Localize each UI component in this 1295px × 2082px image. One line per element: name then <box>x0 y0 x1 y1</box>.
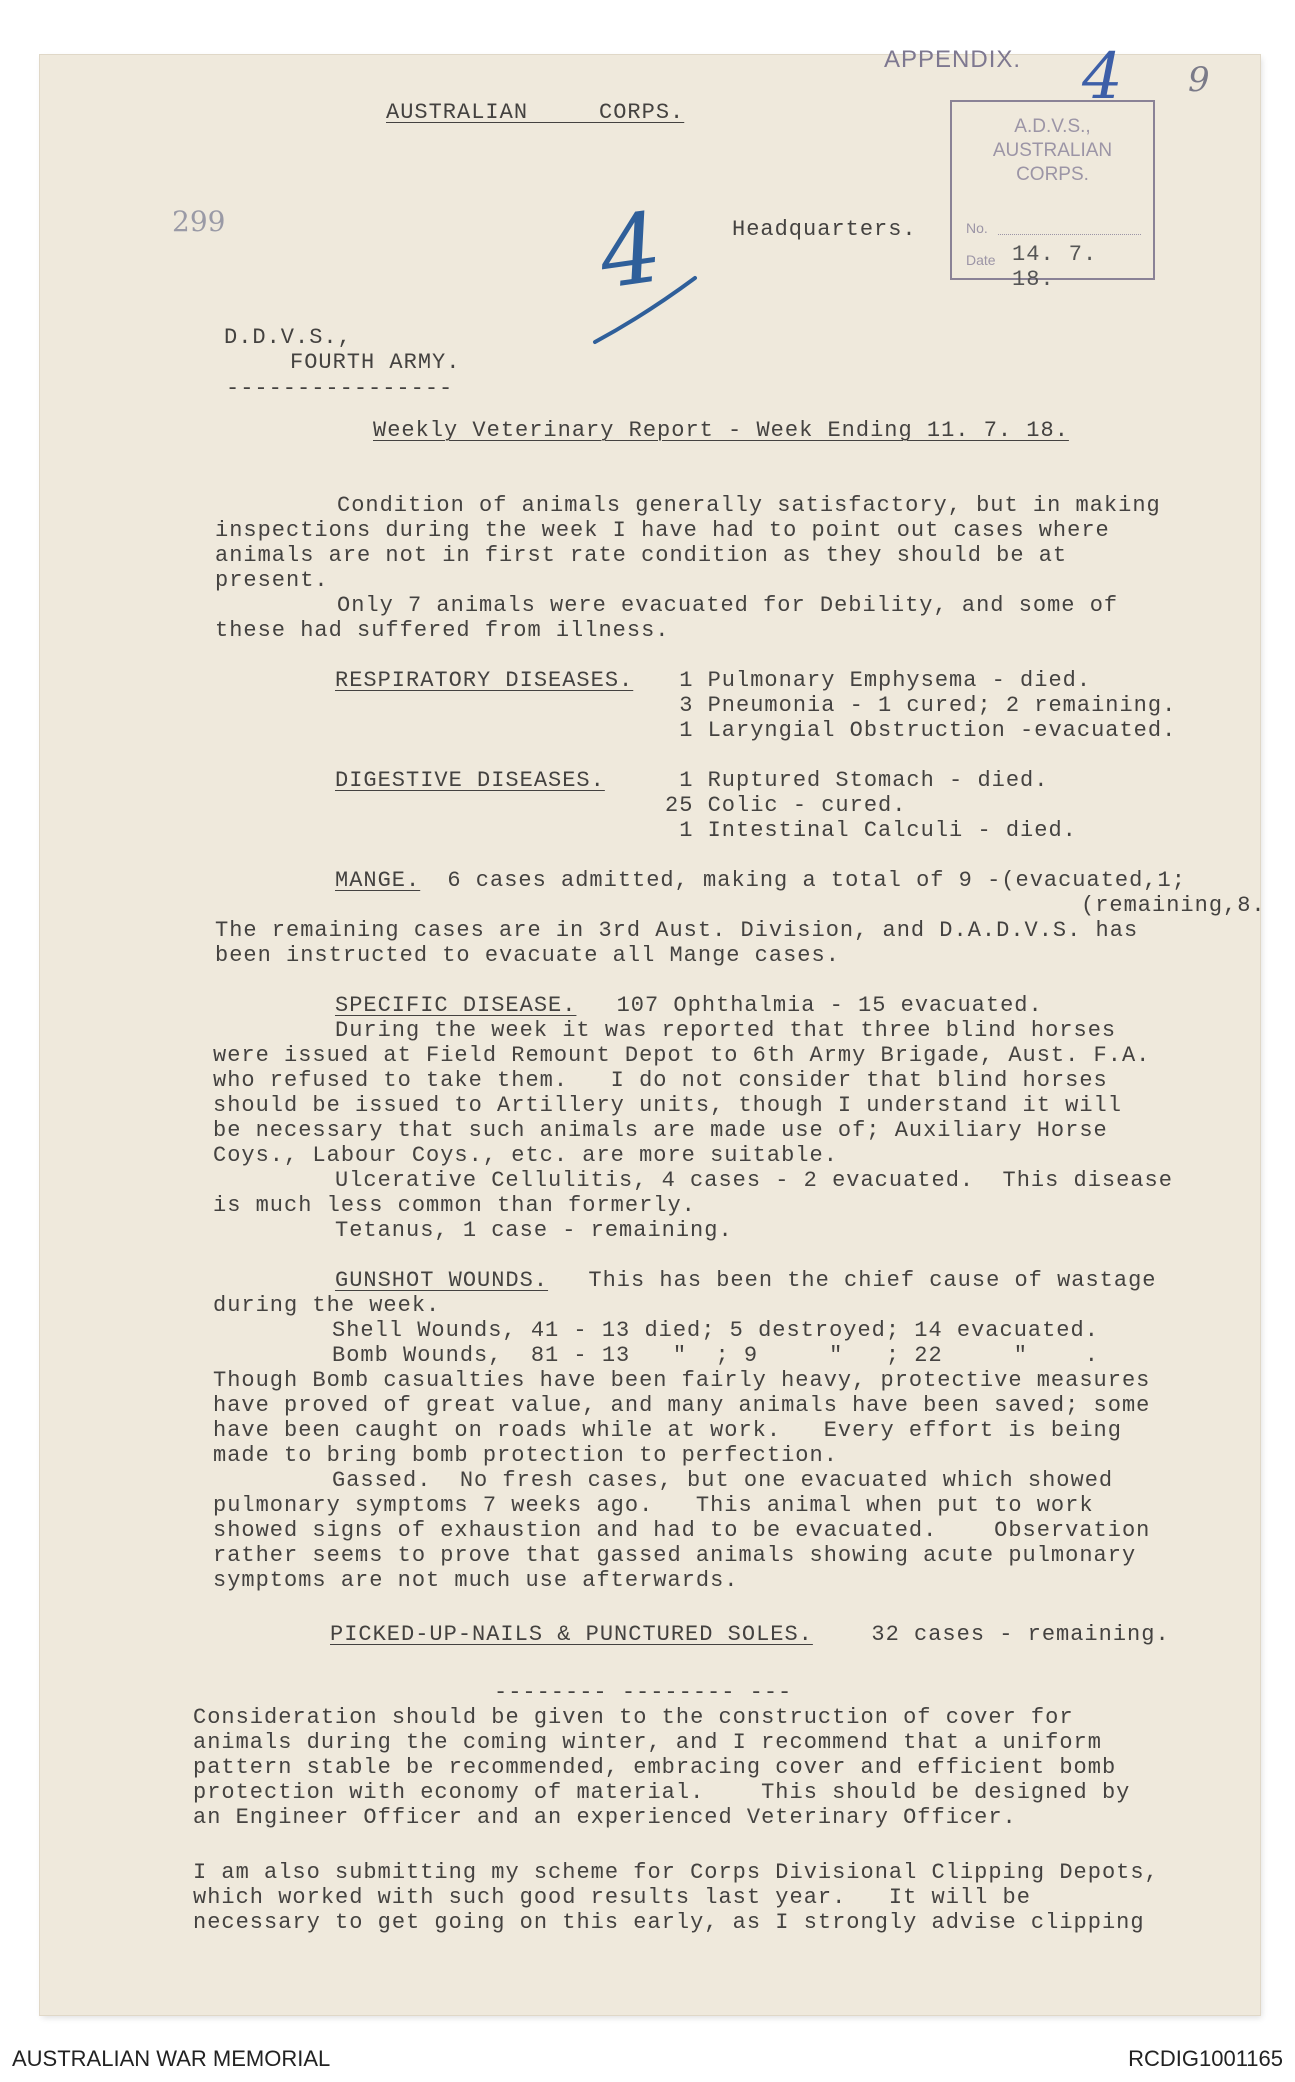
gunshot-line-7: have been caught on roads while at work. Every effort is being <box>213 1418 1122 1443</box>
clipping-line-3: necessary to get going on this early, as I strongly advise clipping <box>193 1910 1145 1935</box>
mange-line-2: (remaining,8. <box>1081 893 1266 918</box>
corps-heading: AUSTRALIAN CORPS. <box>386 100 685 125</box>
footer-institution: AUSTRALIAN WAR MEMORIAL <box>12 2046 331 2071</box>
clipping-line-1: I am also submitting my scheme for Corps Divisional Clipping Depots, <box>193 1860 1159 1885</box>
specific-line-1: 107 Ophthalmia - 15 evacuated. <box>574 993 1043 1018</box>
footer-record-id: RCDIG1001165 <box>1128 2046 1283 2071</box>
gunshot-line-3: Shell Wounds, 41 - 13 died; 5 destroyed; 14 evacuated. <box>332 1318 1099 1343</box>
handwritten-page-number: 9 <box>1188 60 1210 100</box>
para1-line-4: present. <box>215 568 329 593</box>
gunshot-line-13: symptoms are not much use afterwards. <box>213 1568 739 1593</box>
digestive-heading: DIGESTIVE DISEASES. <box>335 768 605 793</box>
para2-line-1: Only 7 animals were evacuated for Debility, and some of <box>337 593 1119 618</box>
appendix-label: APPENDIX. <box>884 46 1022 73</box>
gunshot-line-9: Gassed. No fresh cases, but one evacuated which showed <box>332 1468 1114 1493</box>
specific-line-6: be necessary that such animals are made use of; Auxiliary Horse <box>213 1118 1108 1143</box>
headquarters-label: Headquarters. <box>732 217 917 242</box>
stamp-no-label: No. <box>966 220 988 236</box>
stamped-number: 299 <box>172 205 226 238</box>
gunshot-line-11: showed signs of exhaustion and had to be evacuated. Observation <box>213 1518 1151 1543</box>
specific-line-5: should be issued to Artillery units, though I understand it will <box>213 1093 1122 1118</box>
respiratory-item-1: 1 Pulmonary Emphysema - died. <box>665 668 1092 693</box>
specific-line-4: who refused to take them. I do not consider that blind horses <box>213 1068 1108 1093</box>
mange-line-1: 6 cases admitted, making a total of 9 -(evacuated,1; <box>419 868 1186 893</box>
specific-line-8: Ulcerative Cellulitis, 4 cases - 2 evacuated. This disease <box>335 1168 1173 1193</box>
gunshot-line-12: rather seems to prove that gassed animals showing acute pulmonary <box>213 1543 1137 1568</box>
addressee-line-2: FOURTH ARMY. <box>290 350 461 375</box>
gunshot-line-5: Though Bomb casualties have been fairly heavy, protective measures <box>213 1368 1151 1393</box>
specific-line-10: Tetanus, 1 case - remaining. <box>335 1218 733 1243</box>
handwritten-slash-stroke <box>590 270 700 350</box>
digestive-item-2: 25 Colic - cured. <box>665 793 907 818</box>
stamp-line-3: CORPS. <box>1016 164 1089 185</box>
stamp-line-2: AUSTRALIAN <box>992 140 1113 161</box>
digestive-item-3: 1 Intestinal Calculi - died. <box>665 818 1077 843</box>
gunshot-line-6: have proved of great value, and many animals have been saved; some <box>213 1393 1151 1418</box>
section-divider: -------- -------- --- <box>494 1680 793 1705</box>
para1-line-1: Condition of animals generally satisfactory, but in making <box>337 493 1161 518</box>
para1-line-3: animals are not in first rate condition as they should be at <box>215 543 1068 568</box>
stamp-line-1: A.D.V.S., <box>1014 116 1091 137</box>
respiratory-item-3: 1 Laryngial Obstruction -evacuated. <box>665 718 1177 743</box>
consideration-line-4: protection with economy of material. This should be designed by <box>193 1780 1131 1805</box>
addressee-line-1: D.D.V.S., <box>224 325 352 350</box>
mange-heading: MANGE. <box>335 868 421 893</box>
gunshot-line-10: pulmonary symptoms 7 weeks ago. This animal when put to work <box>213 1493 1094 1518</box>
addressee-rule: ---------------- <box>226 376 454 401</box>
report-title: Weekly Veterinary Report - Week Ending 11. 7. 18. <box>373 418 1069 443</box>
consideration-line-3: pattern stable be recommended, embracing cover and efficient bomb <box>193 1755 1117 1780</box>
handwritten-four-blue: 4 <box>1082 40 1123 114</box>
nails-text: 32 cases - remaining. <box>843 1622 1170 1647</box>
office-stamp <box>950 100 1155 292</box>
gunshot-line-1: This has been the chief cause of wastage <box>560 1268 1157 1293</box>
respiratory-item-2: 3 Pneumonia - 1 cured; 2 remaining. <box>665 693 1177 718</box>
mange-line-4: been instructed to evacuate all Mange cases. <box>215 943 840 968</box>
stamp-date-label: Date <box>966 252 996 268</box>
gunshot-heading: GUNSHOT WOUNDS. <box>335 1268 549 1293</box>
specific-line-2: During the week it was reported that three blind horses <box>335 1018 1117 1043</box>
stamp-date-value: 14. 7. 18. <box>1012 242 1098 292</box>
stamp-no-line <box>998 234 1141 235</box>
mange-line-3: The remaining cases are in 3rd Aust. Division, and D.A.D.V.S. has <box>215 918 1139 943</box>
specific-line-7: Coys., Labour Coys., etc. are more suitable. <box>213 1143 838 1168</box>
consideration-line-1: Consideration should be given to the construction of cover for <box>193 1705 1074 1730</box>
specific-line-3: were issued at Field Remount Depot to 6th Army Brigade, Aust. F.A. <box>213 1043 1151 1068</box>
para2-line-2: these had suffered from illness. <box>215 618 670 643</box>
para1-line-2: inspections during the week I have had to point out cases where <box>215 518 1110 543</box>
consideration-line-2: animals during the coming winter, and I recommend that a uniform <box>193 1730 1102 1755</box>
gunshot-line-2: during the week. <box>213 1293 441 1318</box>
gunshot-line-8: made to bring bomb protection to perfection. <box>213 1443 838 1468</box>
digestive-item-1: 1 Ruptured Stomach - died. <box>665 768 1049 793</box>
respiratory-heading: RESPIRATORY DISEASES. <box>335 668 634 693</box>
gunshot-line-4: Bomb Wounds, 81 - 13 " ; 9 " ; 22 " . <box>332 1343 1099 1368</box>
handwritten-four-mark: 4 <box>592 191 669 311</box>
nails-heading: PICKED-UP-NAILS & PUNCTURED SOLES. <box>330 1622 813 1647</box>
specific-disease-heading: SPECIFIC DISEASE. <box>335 993 577 1018</box>
consideration-line-5: an Engineer Officer and an experienced Veterinary Officer. <box>193 1805 1017 1830</box>
specific-line-9: is much less common than formerly. <box>213 1193 696 1218</box>
clipping-line-2: which worked with such good results last year. It will be <box>193 1885 1031 1910</box>
